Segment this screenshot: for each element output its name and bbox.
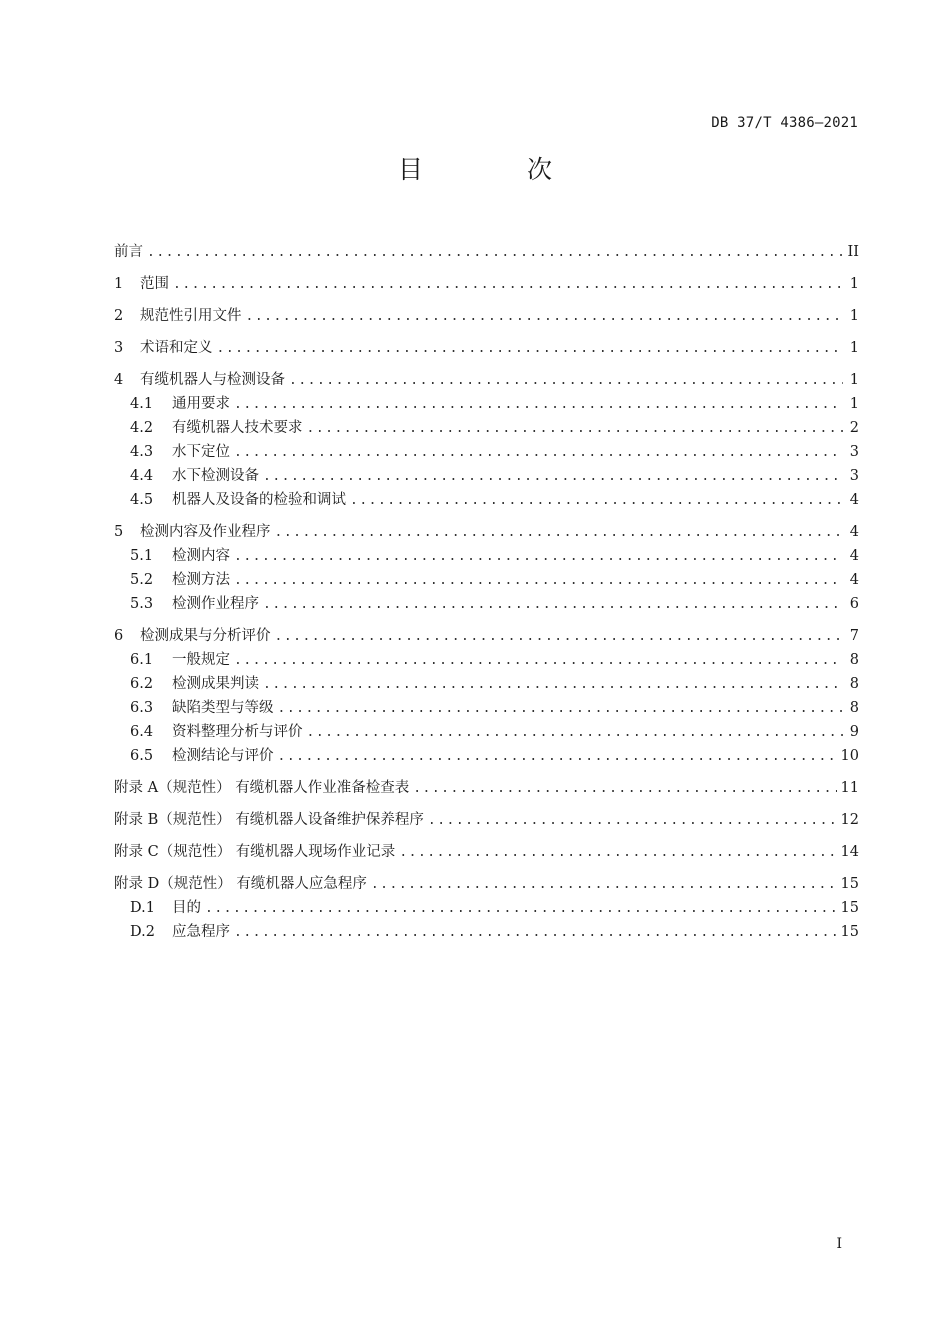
dot-leader [205,897,837,921]
dot-leader [278,745,837,769]
toc-entry-page: 1 [849,308,859,324]
toc-entry[interactable] [114,648,859,672]
toc-entry[interactable] [114,808,859,832]
toc-entry-label: 附录 B（规范性） 有缆机器人设备维护保养程序 [114,812,424,828]
toc-entry-label: 前言 [114,244,143,260]
toc-entry-label: 目的 [172,900,201,916]
toc-entry-label: 通用要求 [172,396,230,412]
toc-entry-label: 应急程序 [172,924,230,940]
page-number: I [836,1236,842,1252]
toc-entry-label: 检测内容 [172,548,230,564]
dot-leader [234,649,843,673]
toc-entry-label: 机器人及设备的检验和调试 [172,492,346,508]
dot-leader [234,393,843,417]
toc-entry-label: 水下检测设备 [172,468,259,484]
toc-entry-number: 6.4 [130,724,154,740]
toc-entry-label: 缺陷类型与等级 [172,700,274,716]
toc-entry-page: 8 [849,700,859,716]
toc-entry-number: 4.4 [130,468,154,484]
toc-entry-label: 附录 A（规范性） 有缆机器人作业准备检查表 [114,780,410,796]
toc-entry-label: 检测结论与评价 [172,748,274,764]
toc-entry[interactable] [114,592,859,616]
dot-leader [234,921,837,945]
dot-leader [278,697,844,721]
toc-entry-label: 检测内容及作业程序 [140,524,271,540]
toc-entry[interactable] [114,272,859,296]
toc-entry-label: 检测作业程序 [172,596,259,612]
toc-entry-number: 5.2 [130,572,154,588]
toc-entry-number: 6.2 [130,676,154,692]
toc-entry[interactable] [114,240,859,264]
toc-entry-label: 规范性引用文件 [140,308,242,324]
toc-entry-number: 4.5 [130,492,154,508]
dot-leader [147,241,843,265]
toc-entry[interactable] [114,304,859,328]
toc-entry-number: 6.1 [130,652,154,668]
toc-entry-page: 4 [849,524,859,540]
toc-entry-number: 6.5 [130,748,154,764]
toc-entry-page: 1 [849,396,859,412]
toc-entry-page: 9 [849,724,859,740]
toc-entry-label: 检测成果判读 [172,676,259,692]
dot-leader [234,545,843,569]
toc-entry-page: 4 [849,548,859,564]
dot-leader [399,841,836,865]
toc-entry[interactable] [114,696,859,720]
toc-entry-page: 1 [849,340,859,356]
toc-entry[interactable] [114,520,859,544]
toc-entry[interactable] [114,488,859,512]
toc-entry-number: 4.1 [130,396,154,412]
toc-entry-page: 3 [849,468,859,484]
toc-entry-number: 6 [114,628,124,644]
toc-entry[interactable] [114,896,859,920]
toc-entry-label: 有缆机器人与检测设备 [140,372,285,388]
toc-entry[interactable] [114,672,859,696]
toc-entry-label: 范围 [140,276,169,292]
dot-leader [173,273,843,297]
toc-entry[interactable] [114,392,859,416]
toc-entry-number: 4.3 [130,444,154,460]
toc-entry[interactable] [114,744,859,768]
toc-entry[interactable] [114,872,859,896]
toc-entry-page: 8 [849,652,859,668]
dot-leader [275,521,844,545]
toc-entry-number: 4.2 [130,420,154,436]
toc-entry-page: 2 [849,420,859,436]
toc-entry-label: 水下定位 [172,444,230,460]
toc-entry-number: D.2 [130,924,155,940]
dot-leader [275,625,844,649]
dot-leader [246,305,844,329]
table-of-contents [114,240,859,944]
toc-entry-label: 附录 C（规范性） 有缆机器人现场作业记录 [114,844,396,860]
toc-entry[interactable] [114,776,859,800]
dot-leader [263,465,843,489]
toc-entry[interactable] [114,544,859,568]
dot-leader [307,721,844,745]
toc-title: 目 次 [398,155,600,184]
toc-entry-page: 4 [849,572,859,588]
toc-entry-page: 12 [840,812,859,828]
toc-entry[interactable] [114,368,859,392]
toc-entry-page: 7 [849,628,859,644]
toc-entry-page: 3 [849,444,859,460]
toc-entry-number: 3 [114,340,124,356]
toc-entry[interactable] [114,624,859,648]
toc-entry-label: 有缆机器人技术要求 [172,420,303,436]
toc-entry-label: 一般规定 [172,652,230,668]
toc-entry[interactable] [114,920,859,944]
toc-entry-page: 8 [849,676,859,692]
dot-leader [234,569,843,593]
toc-entry-label: 检测方法 [172,572,230,588]
toc-entry[interactable] [114,720,859,744]
toc-entry[interactable] [114,464,859,488]
toc-entry-page: 15 [840,924,859,940]
dot-leader [234,441,843,465]
toc-entry[interactable] [114,440,859,464]
dot-leader [428,809,837,833]
toc-entry-page: II [847,244,859,260]
dot-leader [263,673,843,697]
toc-entry-page: 1 [849,372,859,388]
toc-entry[interactable] [114,840,859,864]
toc-entry-page: 15 [840,900,859,916]
toc-entry[interactable] [114,336,859,360]
toc-entry-page: 11 [840,780,859,796]
toc-entry-page: 6 [849,596,859,612]
dot-leader [413,777,836,801]
document-code: DB 37/T 4386—2021 [711,115,858,131]
toc-entry-label: 资料整理分析与评价 [172,724,303,740]
toc-entry-page: 14 [840,844,859,860]
toc-entry-label: 附录 D（规范性） 有缆机器人应急程序 [114,876,367,892]
toc-entry-number: 4 [114,372,124,388]
toc-entry-label: 检测成果与分析评价 [140,628,271,644]
toc-entry-page: 10 [840,748,859,764]
dot-leader [350,489,843,513]
toc-entry-number: 5.3 [130,596,154,612]
dot-leader [371,873,837,897]
toc-entry-page: 4 [849,492,859,508]
toc-entry-number: 6.3 [130,700,154,716]
toc-entry-page: 1 [849,276,859,292]
toc-entry[interactable] [114,416,859,440]
toc-entry-number: D.1 [130,900,155,916]
toc-entry-number: 2 [114,308,124,324]
dot-leader [307,417,844,441]
dot-leader [217,337,844,361]
dot-leader [289,369,843,393]
toc-entry[interactable] [114,568,859,592]
toc-entry-label: 术语和定义 [140,340,213,356]
toc-entry-number: 5 [114,524,124,540]
toc-entry-number: 5.1 [130,548,154,564]
toc-entry-number: 1 [114,276,124,292]
dot-leader [263,593,843,617]
toc-entry-page: 15 [840,876,859,892]
